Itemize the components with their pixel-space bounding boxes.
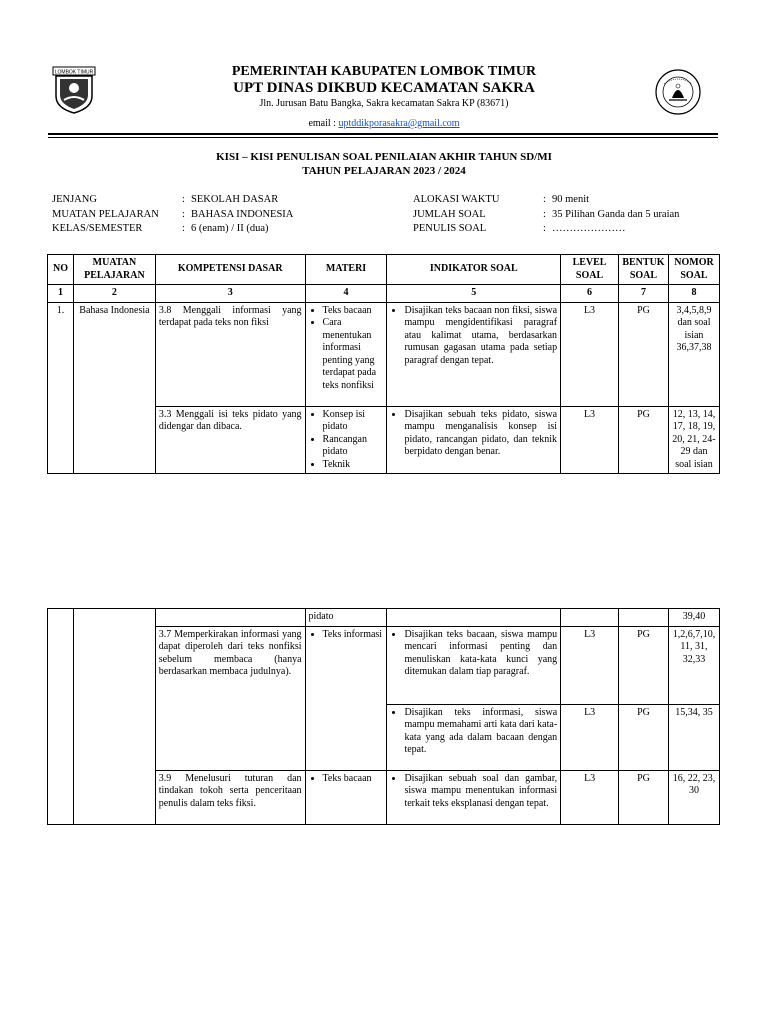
meta-left-label-0: JENJANG	[52, 194, 97, 205]
row-kd: 3.8 Menggali informasi yang terdapat pada teks non fiksi	[155, 302, 305, 406]
header-bentuk: BENTUK SOAL	[618, 255, 668, 285]
meta-left-colon-2: :	[182, 223, 185, 234]
col-number: 6	[561, 285, 619, 303]
email-label: email :	[308, 118, 339, 129]
row-materi	[305, 406, 387, 474]
col-number: 8	[668, 285, 719, 303]
header-no: NO	[48, 255, 74, 285]
materi-item: • Teks bacaan	[323, 773, 384, 786]
header-muatan: MUATAN PELAJARAN	[73, 255, 155, 285]
row-bentuk: PG	[619, 626, 669, 704]
col-number: 7	[618, 285, 668, 303]
col-number: 4	[305, 285, 387, 303]
meta-left-value-1: BAHASA INDONESIA	[191, 209, 294, 220]
materi-item: • Cara menentukan informasi penting yang terdapat pada teks nonfiksi	[323, 317, 384, 392]
letterhead-address: Jln. Jurusan Batu Bangka, Sakra kecamatan Sakra KP (83671)	[259, 98, 509, 109]
letterhead-government: PEMERINTAH KABUPATEN LOMBOK TIMUR	[231, 64, 537, 79]
column-number-row	[48, 285, 720, 303]
row-materi: pidato	[305, 609, 387, 627]
row-nomor: 3,4,5,8,9 dan soal isian 36,37,38	[668, 302, 719, 406]
row-bentuk: PG	[618, 406, 668, 474]
regency-crest-icon	[52, 66, 96, 114]
col-number: 1	[48, 285, 74, 303]
materi-item: • Rancangan pidato	[323, 434, 384, 459]
row-muatan: Bahasa Indonesia	[73, 302, 155, 474]
row-nomor: 1,2,6,7,10, 11, 31, 32,33	[668, 626, 719, 704]
letterhead-office: UPT DINAS DIKBUD KECAMATAN SAKRA	[233, 80, 535, 96]
indikator-item: • Disajikan sebuah soal dan gambar, siswa mampu menentukan informasi terkait teks eksplanasi dengan tepat.	[404, 773, 557, 811]
meta-left-label-1: MUATAN PELAJARAN	[52, 209, 159, 220]
row-kd: 3.3 Menggali isi teks pidato yang didengar dan dibaca.	[155, 406, 305, 474]
letterhead-email	[150, 118, 618, 129]
table-row-continued	[48, 609, 720, 627]
meta-right-colon-0: :	[543, 194, 546, 205]
row-bentuk: PG	[619, 704, 669, 770]
indikator-item: • Disajikan sebuah teks pidato, siswa mampu menganalisis konsep isi pidato, rancangan pidato, dan teknik berpidato dengan benar.	[404, 409, 557, 459]
row-level: L3	[561, 626, 619, 704]
materi-item: • Teks bacaan	[323, 305, 384, 318]
row-indikator	[387, 626, 561, 704]
row-level: L3	[561, 406, 619, 474]
materi-item: • Teks informasi	[323, 629, 384, 642]
materi-item: • Konsep isi pidato	[323, 409, 384, 434]
meta-right-label-1: JUMLAH SOAL	[413, 209, 486, 220]
indikator-item: • Disajikan teks bacaan non fiksi, siswa mampu mengidentifikasi paragraf atau kalimat utama, berdasarkan rumusan gagasan utama pada setiap paragraf dengan tepat.	[404, 305, 557, 368]
col-number: 2	[73, 285, 155, 303]
col-number: 3	[155, 285, 305, 303]
row-muatan	[73, 609, 155, 825]
tut-wuri-handayani-icon	[654, 68, 702, 116]
row-nomor: 12, 13, 14, 17, 18, 19, 20, 21, 24-29 dan soal isian	[668, 406, 719, 474]
svg-text:LOMBOK TIMUR: LOMBOK TIMUR	[54, 69, 94, 76]
row-level: L3	[561, 770, 619, 824]
meta-right-label-2: PENULIS SOAL	[413, 223, 487, 234]
row-bentuk	[619, 609, 669, 627]
row-kd: 3.9 Menelusuri tuturan dan tindakan tokoh serta penceritaan penulis dalam teks fiksi.	[155, 770, 305, 824]
materi-item: • Teknik	[323, 459, 384, 472]
meta-right-label-0: ALOKASI WAKTU	[413, 194, 500, 205]
row-bentuk: PG	[618, 302, 668, 406]
header-nomor: NOMOR SOAL	[668, 255, 719, 285]
row-no	[48, 609, 74, 825]
meta-left-colon-1: :	[182, 209, 185, 220]
row-kd	[155, 609, 305, 627]
row-level	[561, 609, 619, 627]
row-level: L3	[561, 704, 619, 770]
row-kd: 3.7 Memperkirakan informasi yang dapat diperoleh dari teks nonfiksi sebelum membaca (hanya berdasarkan membaca judulnya).	[155, 626, 305, 770]
meta-right-colon-2: :	[543, 223, 546, 234]
email-link[interactable]: uptddikporasakra@gmail.com	[338, 118, 460, 129]
header-indikator: INDIKATOR SOAL	[387, 255, 561, 285]
row-materi	[305, 626, 387, 770]
row-level: L3	[561, 302, 619, 406]
table-row	[48, 302, 720, 406]
document-title: KISI – KISI PENULISAN SOAL PENILAIAN AKHIR TAHUN SD/MI	[216, 151, 552, 163]
indikator-item: • Disajikan teks informasi, siswa mampu memahami arti kata dari kata-kata yang ada dalam bacaan dengan tepat.	[404, 707, 557, 757]
meta-left-label-2: KELAS/SEMESTER	[52, 223, 143, 234]
row-indikator	[387, 704, 561, 770]
indikator-item: • Disajikan teks bacaan, siswa mampu mencari informasi penting dan menuliskan kata-kata kunci yang ditemukan dalam tiap paragraf.	[404, 629, 557, 679]
row-indikator	[387, 406, 561, 474]
letterhead-rule-thick	[48, 133, 718, 135]
row-nomor: 15,34, 35	[668, 704, 719, 770]
row-materi	[305, 770, 387, 824]
meta-left-colon-0: :	[182, 194, 185, 205]
meta-right-value-2: …………………	[552, 223, 626, 234]
meta-left-value-0: SEKOLAH DASAR	[191, 194, 279, 205]
header-kd: KOMPETENSI DASAR	[155, 255, 305, 285]
row-nomor: 16, 22, 23, 30	[668, 770, 719, 824]
letterhead-rule-thin	[48, 137, 718, 138]
meta-right-colon-1: :	[543, 209, 546, 220]
row-bentuk: PG	[619, 770, 669, 824]
meta-right-value-1: 35 Pilihan Ganda dan 5 uraian	[552, 209, 680, 220]
meta-left-value-2: 6 (enam) / II (dua)	[191, 223, 269, 234]
meta-right-value-0: 90 menit	[552, 194, 590, 205]
row-indikator	[387, 302, 561, 406]
header-level: LEVEL SOAL	[561, 255, 619, 285]
kisi-table-page2	[47, 608, 720, 825]
table-header-row	[48, 255, 720, 285]
row-indikator	[387, 609, 561, 627]
row-indikator	[387, 770, 561, 824]
kisi-table-page1	[47, 254, 720, 474]
row-materi	[305, 302, 387, 406]
row-no: 1.	[48, 302, 74, 474]
row-nomor: 39,40	[668, 609, 719, 627]
document-subtitle: TAHUN PELAJARAN 2023 / 2024	[302, 165, 466, 177]
col-number: 5	[387, 285, 561, 303]
header-materi: MATERI	[305, 255, 387, 285]
